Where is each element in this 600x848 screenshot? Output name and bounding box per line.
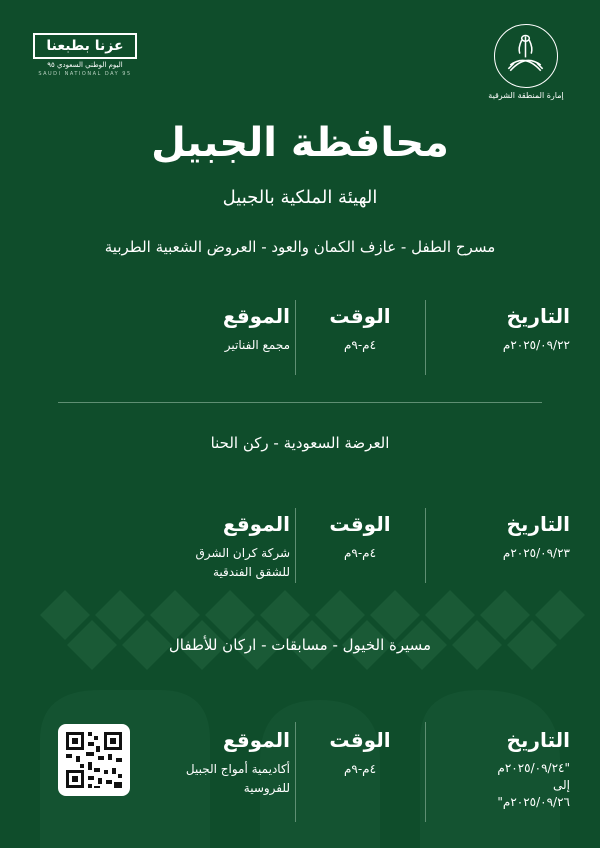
qr-code-icon[interactable] (58, 724, 130, 796)
event-date-end: ٢٠٢٥/٠٩/٢٦م" (497, 795, 570, 809)
event-date (430, 760, 570, 811)
time-header: الوقت (329, 728, 391, 752)
date-header: التاريخ (506, 304, 570, 328)
event-time-column (300, 728, 420, 779)
page-subtitle: الهيئة الملكية بالجبيل (222, 187, 378, 208)
event-date-column (430, 512, 570, 563)
campaign-logo-subtitle: اليوم الوطني السعودي ٩٥ (47, 61, 123, 69)
emblem-label: إمارة المنطقة الشرقية (488, 91, 564, 100)
date-header: التاريخ (506, 728, 570, 752)
event-title: العرضة السعودية - ركن الحنا (210, 434, 390, 452)
event-title: مسرح الطفل - عازف الكمان والعود - العروض الشعبية الطربية (104, 238, 496, 256)
event-location (140, 760, 290, 798)
event-time-column (300, 304, 420, 355)
event-date-column (430, 728, 570, 811)
location-header: الموقع (222, 304, 290, 328)
event-time: ٤م-٩م (343, 338, 377, 352)
section-divider (58, 402, 542, 403)
event-location-column (140, 304, 290, 355)
event-location-column (140, 728, 290, 798)
campaign-logo-text: عزنا بطبعنا (33, 33, 137, 59)
date-header: التاريخ (506, 512, 570, 536)
national-day-logo (33, 33, 137, 79)
event-date: ٢٠٢٥/٠٩/٢٣م (502, 546, 570, 560)
event-date: ٢٠٢٥/٠٩/٢٢م (502, 338, 570, 352)
event-date-column (430, 304, 570, 355)
time-header: الوقت (329, 512, 391, 536)
event-location: مجمع الفناتير (224, 338, 290, 352)
location-header: الموقع (222, 512, 290, 536)
event-location-column (140, 512, 290, 582)
event-time: ٤م-٩م (343, 762, 377, 776)
event-time-column (300, 512, 420, 563)
event-date-start: "٢٠٢٥/٠٩/٢٤م (497, 761, 570, 775)
column-divider (425, 508, 426, 583)
column-divider (295, 508, 296, 583)
time-header: الوقت (329, 304, 391, 328)
column-divider (425, 722, 426, 822)
campaign-logo-latin: SAUDI NATIONAL DAY 95 (38, 71, 132, 77)
page-title: محافظة الجبيل (151, 120, 449, 166)
event-location-line: للشقق الفندقية (213, 565, 290, 579)
location-header: الموقع (222, 728, 290, 752)
column-divider (425, 300, 426, 375)
event-location-line: أكاديمية أمواج الجبيل (185, 762, 290, 776)
event-location (140, 544, 290, 582)
column-divider (295, 300, 296, 375)
column-divider (295, 722, 296, 822)
event-location-line: شركة كران الشرق (195, 546, 290, 560)
event-title: مسيرة الخيول - مسابقات - اركان للأطفال (168, 636, 432, 654)
event-date-to: إلى (553, 778, 570, 792)
event-time: ٤م-٩م (343, 546, 377, 560)
event-location-line: للفروسية (243, 781, 290, 795)
saudi-emblem-icon (494, 24, 558, 88)
